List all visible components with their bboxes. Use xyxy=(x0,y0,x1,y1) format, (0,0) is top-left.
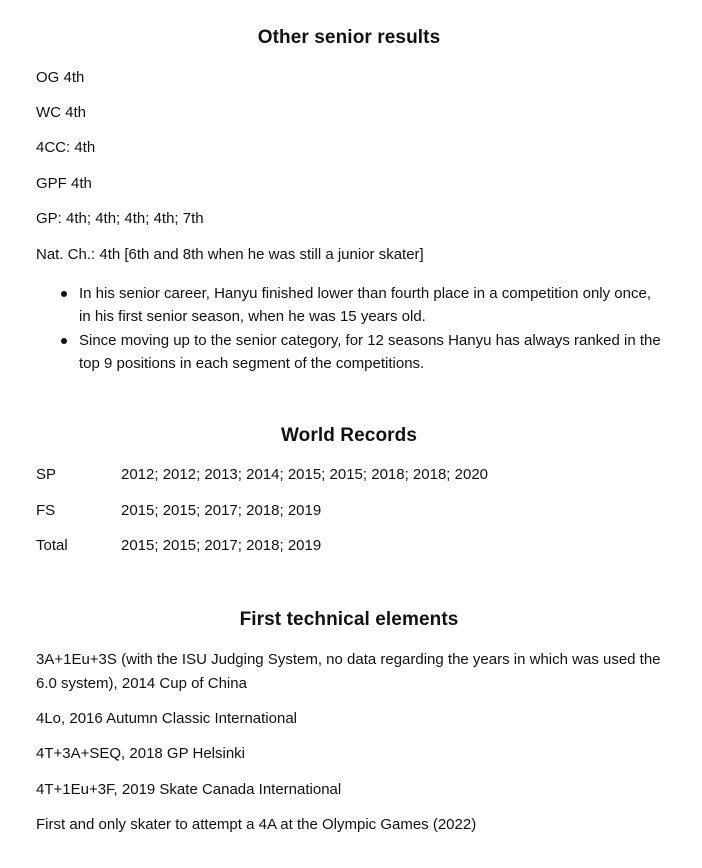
record-row-fs xyxy=(36,502,321,519)
result-line-gp: GP: 4th; 4th; 4th; 4th; 7th xyxy=(36,210,204,227)
record-years: 2015; 2015; 2017; 2018; 2019 xyxy=(121,502,322,519)
world-records-heading: World Records xyxy=(280,425,418,446)
senior-notes-list xyxy=(36,282,666,376)
bullet-item: In his senior career, Hanyu finished lower than fourth place in a competition only once, in his first senior season, when he was 15 years old. xyxy=(36,282,666,328)
result-line-4cc: 4CC: 4th xyxy=(36,139,96,156)
bullet-item: Since moving up to the senior category, for 12 seasons Hanyu has always ranked in the top 9 positions in each segment of the competitions. xyxy=(36,329,666,375)
result-line-national: Nat. Ch.: 4th [6th and 8th when he was still a junior skater] xyxy=(36,246,424,263)
technical-element-item: 3A+1Eu+3S (with the ISU Judging System, no data regarding the years in which was used the 6.0 system), 2014 Cup of China xyxy=(36,651,661,692)
technical-element-item: 4T+3A+SEQ, 2018 GP Helsinki xyxy=(36,745,246,762)
record-label: FS xyxy=(36,502,56,519)
first-technical-elements-heading: First technical elements xyxy=(239,609,459,630)
technical-element-item: 4Lo, 2016 Autumn Classic International xyxy=(36,710,297,727)
record-row-sp xyxy=(36,466,488,483)
technical-element-item: 4T+1Eu+3F, 2019 Skate Canada International xyxy=(36,781,342,798)
result-line-gpf: GPF 4th xyxy=(36,175,92,192)
record-label: Total xyxy=(36,537,68,554)
record-years: 2012; 2012; 2013; 2014; 2015; 2015; 2018; 2018; 2020 xyxy=(121,466,489,483)
other-senior-results-heading: Other senior results xyxy=(257,27,441,48)
result-line-og: OG 4th xyxy=(36,69,85,86)
result-line-wc: WC 4th xyxy=(36,104,87,121)
record-years: 2015; 2015; 2017; 2018; 2019 xyxy=(121,537,322,554)
record-row-total xyxy=(36,537,321,554)
record-label: SP xyxy=(36,466,57,483)
technical-element-item: First and only skater to attempt a 4A at the Olympic Games (2022) xyxy=(36,816,477,833)
